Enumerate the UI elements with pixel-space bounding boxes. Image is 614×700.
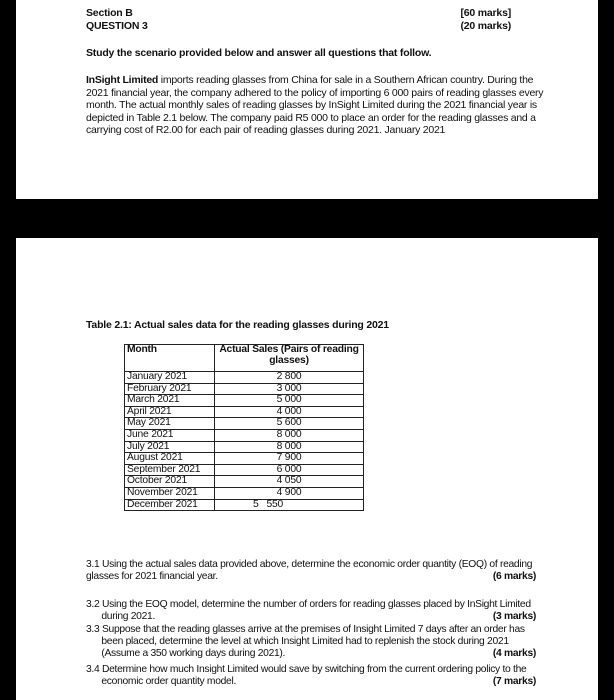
sales-cell: 7 900 (215, 453, 364, 465)
question-3-1 (86, 559, 544, 583)
table-row (125, 418, 364, 430)
question-line: 3.2 Using the EOQ model, determine the number of orders for reading glasses placed by InSight Limited (86, 599, 531, 610)
sales-table (124, 344, 364, 511)
table-caption: Table 2.1: Actual sales data for the reading glasses during 2021 (86, 319, 389, 331)
table-row (125, 441, 364, 453)
scenario-line: carrying cost of R2.00 for each pair of reading glasses during 2021. January 2021 (86, 124, 446, 137)
sales-cell: 5 550 (215, 499, 364, 511)
month-cell: February 2021 (125, 383, 215, 395)
table-row (125, 395, 364, 407)
sales-cell: 4 050 (215, 476, 364, 488)
question-line: been placed, determine the level at which Insight Limited had to replenish the stock during 2021 (86, 635, 509, 647)
scenario-line: depicted in Table 2.1 below. The company paid R5 000 to place an order for the reading glasses and a (86, 111, 536, 124)
table-row (125, 406, 364, 418)
month-cell: May 2021 (125, 418, 215, 430)
column-header-sales: Actual Sales (Pairs of reading glasses) (215, 345, 364, 372)
question-marks: (6 marks) (492, 570, 536, 582)
month-cell: July 2021 (125, 441, 215, 453)
company-name: InSight Limited (86, 74, 159, 86)
month-cell: October 2021 (125, 476, 215, 488)
sales-cell: 4 000 (215, 406, 364, 418)
scenario-line: 2021 financial year, the company adhered to the policy of importing 6 000 pairs of reading glasses every (86, 86, 544, 99)
table-row (125, 429, 364, 441)
question-line: glasses for 2021 financial year. (86, 570, 218, 582)
month-cell: June 2021 (125, 429, 215, 441)
scenario-line: imports reading glasses from China for sale in a Southern African country. During the (160, 74, 534, 86)
document-page-top (16, 0, 598, 199)
sales-cell: 3 000 (215, 383, 364, 395)
section-title: Section B (86, 7, 133, 19)
question-line: 3.3 Suppose that the reading glasses arrive at the premises of Insight Limited 7 days after an order has (86, 624, 525, 635)
question-line: (Assume a 350 working days during 2021). (86, 647, 286, 659)
sales-cell: 2 800 (215, 372, 364, 384)
question-3-3 (86, 624, 544, 659)
table-row (125, 464, 364, 476)
sales-cell: 6 000 (215, 464, 364, 476)
table-row (125, 499, 364, 511)
month-cell: November 2021 (125, 487, 215, 499)
month-cell: December 2021 (125, 499, 215, 511)
table-row (125, 487, 364, 499)
question-line: 3.4 Determine how much Insight Limited would save by switching from the current ordering policy to the (86, 664, 527, 675)
question-line: during 2021. (86, 610, 156, 622)
table-row (125, 383, 364, 395)
table-header-row (125, 345, 364, 372)
section-marks: [60 marks] (460, 7, 511, 19)
sales-cell: 8 000 (215, 429, 364, 441)
question-3-4 (86, 664, 544, 688)
sales-cell: 8 000 (215, 441, 364, 453)
question-marks: (20 marks) (460, 20, 511, 32)
month-cell: September 2021 (125, 464, 215, 476)
question-title: QUESTION 3 (86, 20, 148, 32)
sales-cell: 5 600 (215, 418, 364, 430)
table-row (125, 476, 364, 488)
column-header-month: Month (125, 345, 215, 372)
question-line: 3.1 Using the actual sales data provided above, determine the economic order quantity (EOQ) of reading (86, 559, 533, 570)
month-cell: August 2021 (125, 453, 215, 465)
table-row (125, 372, 364, 384)
question-marks: (4 marks) (492, 647, 536, 659)
month-cell: March 2021 (125, 395, 215, 407)
question-marks: (3 marks) (492, 610, 536, 622)
question-marks: (7 marks) (492, 675, 536, 687)
sales-cell: 4 900 (215, 487, 364, 499)
question-3-2 (86, 599, 544, 623)
sales-cell: 5 000 (215, 395, 364, 407)
month-cell: January 2021 (125, 372, 215, 384)
instructions: Study the scenario provided below and answer all questions that follow. (86, 47, 432, 59)
month-cell: April 2021 (125, 406, 215, 418)
scenario-line: month. The actual monthly sales of reading glasses by InSight Limited during the 2021 financial year is (86, 99, 537, 112)
document-page-bottom (16, 238, 598, 700)
question-line: economic order quantity model. (86, 675, 237, 687)
scenario-paragraph (86, 74, 556, 137)
table-row (125, 453, 364, 465)
